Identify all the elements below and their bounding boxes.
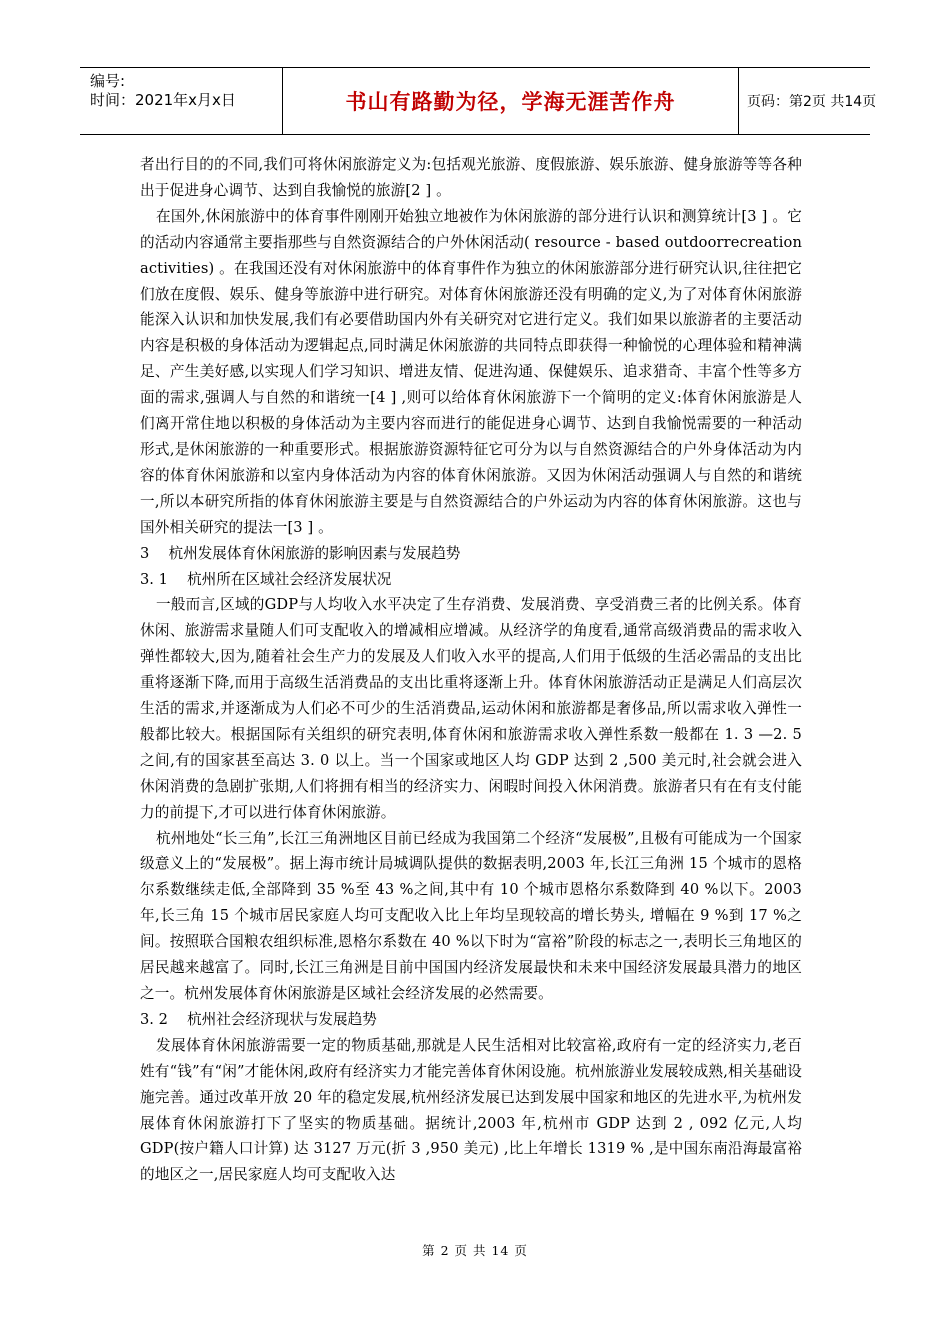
header-motto-cell [283,68,739,134]
subsection-heading: 3. 1 杭州所在区域社会经济发展状况 [140,570,392,588]
header-motto: 书山有路勤为径，学海无涯苦作舟 [345,90,676,114]
header-page-number: 页码：第2页 共14页 [747,94,877,110]
subsection-heading: 3. 2 杭州社会经济现状与发展趋势 [140,1010,377,1028]
paragraph: 杭州地处“长三角”,长江三角洲地区目前已经成为我国第二个经济“发展极”,且极有可能成为一个国家级意义上的“发展极”。据上海市统计局城调队提供的数据表明,2003 年,长江三角洲 15 个城市的恩格尔系数继续走低,全部降到 35 %至 43 %之间,其中有 10 个城市恩格尔系数降到 40 %以下。2003 年,长三角 15 个城市居民家庭人均可支配收入比上年均呈现较高的增长势头, 增幅在 9 %到 17 %之间。按照联合国粮农组织标准,恩格尔系数在 40 %以下时为“富裕”阶段的标志之一,表明长三角地区的居民越来越富了。同时,长江三角洲是目前中国国内经济发展最快和未来中国经济发展最具潜力的地区之一。杭州发展体育休闲旅游是区域社会经济发展的必然需要。 [140,829,802,1002]
section-heading: 3 杭州发展体育休闲旅游的影响因素与发展趋势 [140,544,461,562]
document-header [80,67,877,135]
paragraph: 在国外,休闲旅游中的体育事件刚刚开始独立地被作为休闲旅游的部分进行认识和测算统计[3 ] 。它的活动内容通常主要指那些与自然资源结合的户外休闲活动( resource - based outdoorrecreation activities) 。在我国还没有对休闲旅游中的体育事件作为独立的休闲旅游部分进行研究认识,往往把它们放在度假、娱乐、健身等旅游中进行研究。对体育休闲旅游还没有明确的定义,为了对体育休闲旅游能深入认识和加快发展,我们有必要借助国内外有关研究对它进行定义。我们如果以旅游者的主要活动内容是积极的身体活动为逻辑起点,同时满足休闲旅游的共同特点即获得一种愉悦的心理体验和精神满足、产生美好感,以实现人们学习知识、增进友情、促进沟通、保健娱乐、追求猎奇、丰富个性等多方面的需求,强调人与自然的和谐统一[4 ] ,则可以给体育休闲旅游下一个简明的定义:体育休闲旅游是人们离开常住地以积极的身体活动为主要内容而进行的能促进身心调节、达到自我愉悦需要的一种活动形式,是休闲旅游的一种重要形式。根据旅游资源特征它可分为以与自然资源结合的户外身体活动为内容的体育休闲旅游和以室内身体活动为内容的体育休闲旅游。又因为休闲活动强调人与自然的和谐统一,所以本研究所指的体育休闲旅游主要是与自然资源结合的户外运动为内容的体育休闲旅游。这也与国外相关研究的提法一[3 ] 。 [140,207,802,536]
paragraph: 者出行目的的不同,我们可将休闲旅游定义为:包括观光旅游、度假旅游、娱乐旅游、健身旅游等等各种出于促进身心调节、达到自我愉悦的旅游[2 ] 。 [140,156,802,199]
paragraph: 发展体育休闲旅游需要一定的物质基础,那就是人民生活相对比较富裕,政府有一定的经济实力,老百姓有“钱”有“闲”才能休闲,政府有经济实力才能完善体育休闲设施。杭州旅游业发展较成熟,相关基础设施完善。通过改革开放 20 年的稳定发展,杭州经济发展已达到发展中国家和地区的先进水平,为杭州发展体育休闲旅游打下了坚实的物质基础。据统计,2003 年,杭州市 GDP 达到 2 , 092 亿元,人均 GDP(按户籍人口计算) 达 3127 万元(折 3 ,950 美元) ,比上年增长 1319 % ,是中国东南沿海最富裕的地区之一,居民家庭人均可支配收入达 [140,1036,802,1184]
header-page-cell [739,68,877,134]
document-body [140,152,802,1188]
page-footer: 第 2 页 共 14 页 [422,1243,528,1258]
document-number-label: 编号: [90,72,126,90]
header-info-cell [80,68,283,134]
document-date-label: 时间：2021年x月x日 [90,91,236,109]
paragraph: 一般而言,区域的GDP与人均收入水平决定了生存消费、发展消费、享受消费三者的比例关系。体育休闲、旅游需求量随人们可支配收入的增减相应增减。从经济学的角度看,通常高级消费品的需求收入弹性都较大,因为,随着社会生产力的发展及人们收入水平的提高,人们用于低级的生活必需品的支出比重将逐渐下降,而用于高级生活消费品的支出比重将逐渐上升。体育休闲旅游活动正是满足人们高层次生活的需求,并逐渐成为人们必不可少的生活消费品,运动休闲和旅游都是奢侈品,所以需求收入弹性一般都比较大。根据国际有关组织的研究表明,体育休闲和旅游需求收入弹性系数一般都在 1. 3 —2. 5 之间,有的国家甚至高达 3. 0 以上。当一个国家或地区人均 GDP 达到 2 ,500 美元时,社会就会进入休闲消费的急剧扩张期,人们将拥有相当的经济实力、闲暇时间投入休闲消费。旅游者只有在有支付能力的前提下,才可以进行体育休闲旅游。 [140,596,802,821]
